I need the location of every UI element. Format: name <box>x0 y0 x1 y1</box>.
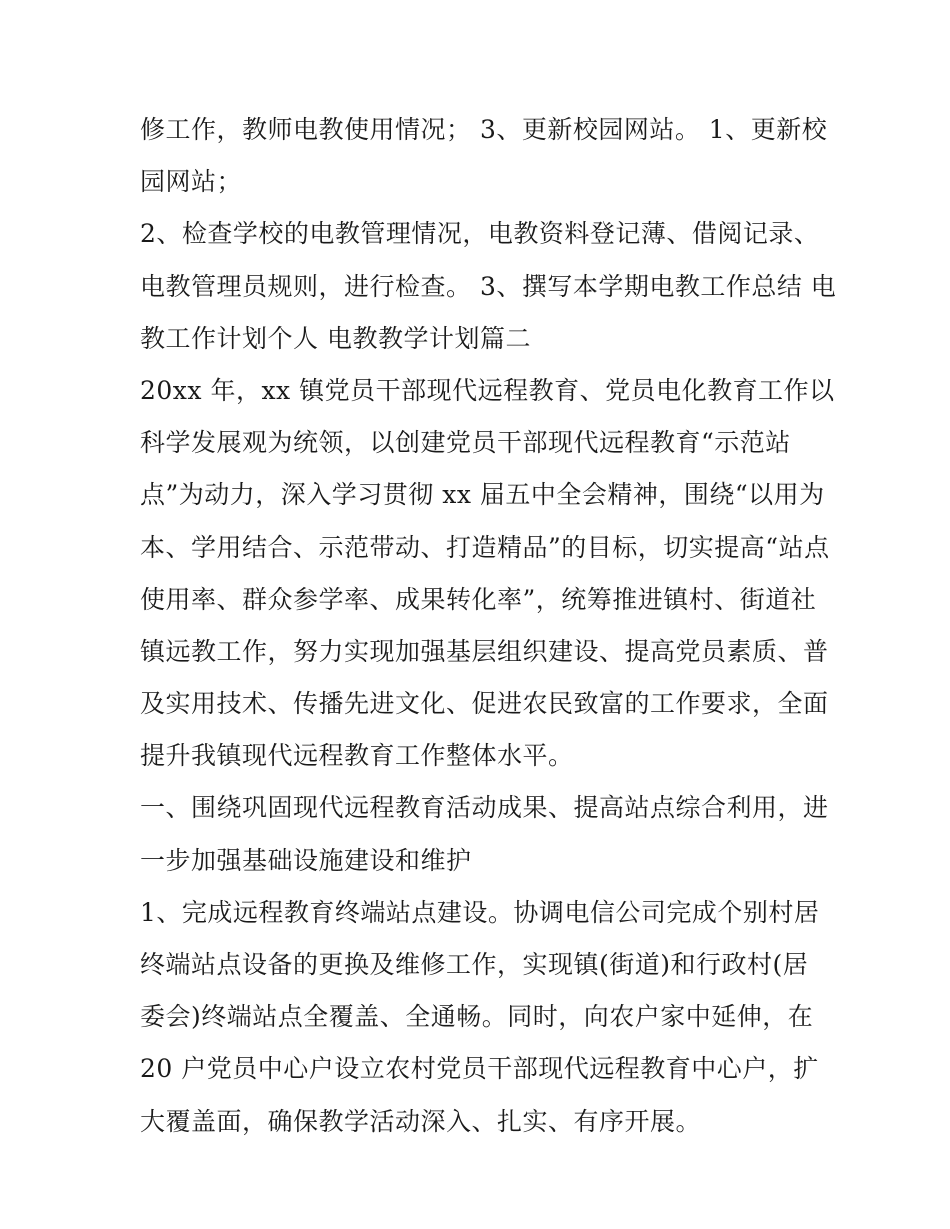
text-line: 大覆盖面，确保教学活动深入、扎实、有序开展。 <box>140 1106 702 1136</box>
section-heading: 一、围绕巩固现代远程教育活动成果、提高站点综合利用，进 <box>140 793 829 823</box>
text-line: 修工作，教师电教使用情况； 3、更新校园网站。 1、更新校 <box>140 115 828 144</box>
document-body <box>140 104 837 1148</box>
text-line: 1、完成远程教育终端站点建设。协调电信公司完成个别村居 <box>140 897 820 927</box>
text-line: 提升我镇现代远程教育工作整体水平。 <box>140 741 574 771</box>
text-line: 使用率、群众参学率、成果转化率”，统筹推进镇村、街道社 <box>140 584 817 614</box>
text-line: 园网站； <box>140 167 243 197</box>
text-line: 镇远教工作，努力实现加强基层组织建设、提高党员素质、普 <box>140 636 829 666</box>
text-line: 及实用技术、传播先进文化、促进农民致富的工作要求，全面 <box>140 689 829 719</box>
section-heading: 一步加强基础设施建设和维护 <box>140 845 472 875</box>
text-line: 科学发展观为统领，以创建党员干部现代远程教育“示范站 <box>140 428 791 458</box>
text-line: 教工作计划个人 电教教学计划篇二 <box>140 323 531 353</box>
text-line: 委会)终端站点全覆盖、全通畅。同时，向农户家中延伸，在 <box>140 1002 814 1032</box>
text-line: 本、学用结合、示范带动、打造精品”的目标，切实提高“站点 <box>140 532 830 562</box>
text-line: 20xx 年，xx 镇党员干部现代远程教育、党员电化教育工作以 <box>140 375 835 405</box>
text-line: 点”为动力，深入学习贯彻 xx 届五中全会精神，围绕“以用为 <box>140 480 825 510</box>
text-line: 终端站点设备的更换及维修工作，实现镇(街道)和行政村(居 <box>140 950 809 979</box>
text-line: 2、检查学校的电教管理情况，电教资料登记薄、借阅记录、 <box>140 219 820 249</box>
text-line: 电教管理员规则，进行检查。 3、撰写本学期电教工作总结 电 <box>140 271 837 301</box>
text-line: 20 户党员中心户设立农村党员干部现代远程教育中心户，扩 <box>140 1054 819 1084</box>
